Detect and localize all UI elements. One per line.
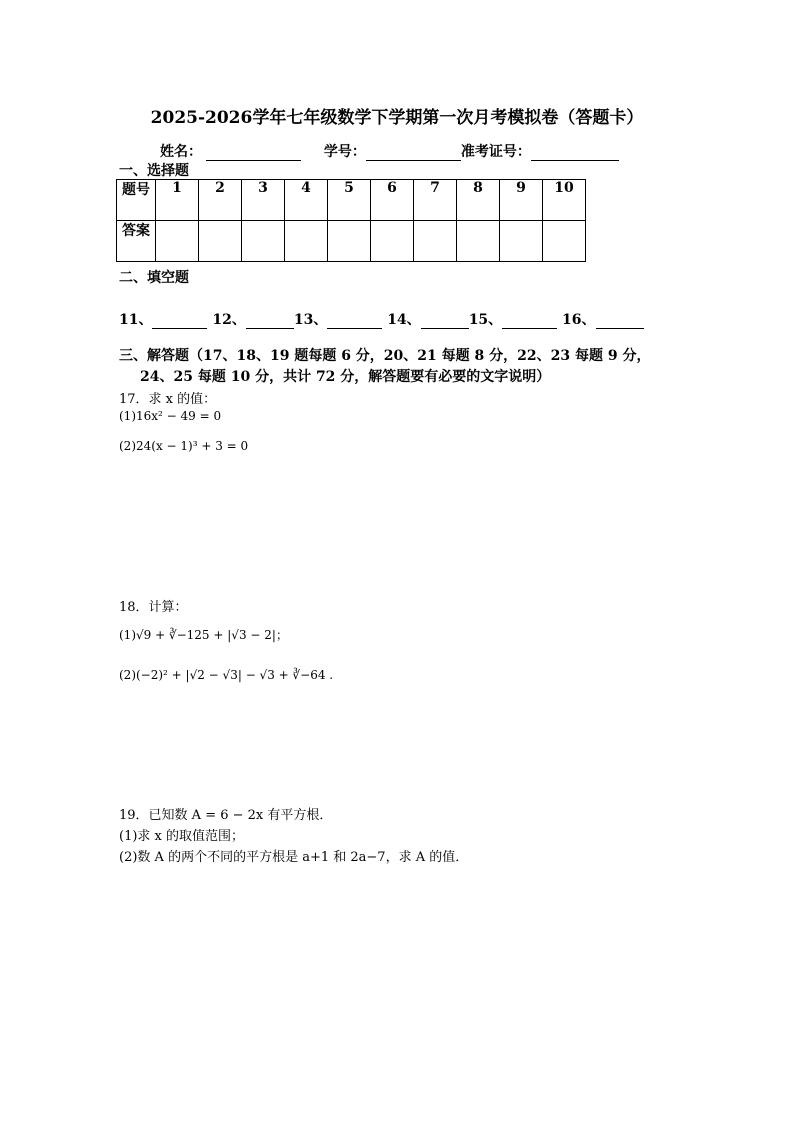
section-choice-heading: 一、选择题 [119,163,189,179]
section-answer-heading-cont: 24、25 每题 10 分，共计 72 分，解答题要有必要的文字说明） [140,369,551,385]
question-number: 3 [242,180,285,221]
fill-blank-13[interactable] [327,314,382,329]
question-number: 8 [457,180,500,221]
fill-blank-12[interactable] [246,314,294,329]
section-answer-heading: 三、解答题（17、18、19 题每题 6 分，20、21 每题 8 分，22、23 每题 9 分， [119,348,651,364]
answer-cell[interactable] [500,221,543,262]
question-number: 4 [285,180,328,221]
question-number: 5 [328,180,371,221]
fill-label-13: 13、 [293,312,328,328]
answer-cell[interactable] [543,221,586,262]
student-id-field[interactable] [366,146,461,161]
fill-label-11: 11、 [119,312,153,328]
answer-cell[interactable] [414,221,457,262]
student-info-line [160,141,619,161]
name-label: 姓名： [160,144,202,160]
answer-cell[interactable] [328,221,371,262]
answer-cell[interactable] [371,221,414,262]
fill-label-16: 16、 [562,312,596,328]
fill-blank-11[interactable] [152,314,207,329]
page-title: 2025-2026学年七年级数学下学期第一次月考模拟卷（答题卡） [150,108,644,128]
question-number: 7 [414,180,457,221]
answer-cell[interactable] [156,221,199,262]
answer-table [116,179,586,262]
fill-label-12: 12、 [212,312,246,328]
q18-heading: 18．计算： [119,600,188,615]
answer-row [117,221,586,262]
q17-heading: 17．求 x 的值： [119,392,217,407]
q18-part2: (2)(−2)² + |√2 − √3| − √3 + ∛−64 . [119,668,334,682]
fill-label-14: 14、 [387,312,421,328]
question-number: 2 [199,180,242,221]
exam-number-label: 准考证号： [460,144,531,160]
q18-part1: (1)√9 + ∛−125 + |√3 − 2|； [119,628,288,642]
name-field[interactable] [206,146,301,161]
question-number: 1 [156,180,199,221]
fill-blank-15[interactable] [502,314,557,329]
number-row-header: 题号 [117,180,156,221]
answer-row-header: 答案 [117,221,156,262]
section-fill-heading: 二、填空题 [119,270,189,286]
student-id-label: 学号： [323,144,366,160]
q19-part1: (1)求 x 的取值范围； [119,829,245,844]
q19-part2: (2)数 A 的两个不同的平方根是 a+1 和 2a−7，求 A 的值． [119,850,469,865]
q17-part2: (2)24(x − 1)³ + 3 = 0 [119,439,249,453]
fill-blank-16[interactable] [596,314,644,329]
fill-blank-14[interactable] [421,314,469,329]
answer-cell[interactable] [242,221,285,262]
fill-label-15: 15、 [468,312,503,328]
number-row [117,180,586,221]
fill-blank-line [119,309,644,329]
question-number: 9 [500,180,543,221]
q19-heading: 19．已知数 A = 6 − 2x 有平方根． [119,808,333,823]
answer-cell[interactable] [285,221,328,262]
question-number: 6 [371,180,414,221]
exam-number-field[interactable] [531,146,619,161]
q17-part1: (1)16x² − 49 = 0 [119,409,222,423]
answer-cell[interactable] [457,221,500,262]
question-number: 10 [543,180,586,221]
answer-cell[interactable] [199,221,242,262]
